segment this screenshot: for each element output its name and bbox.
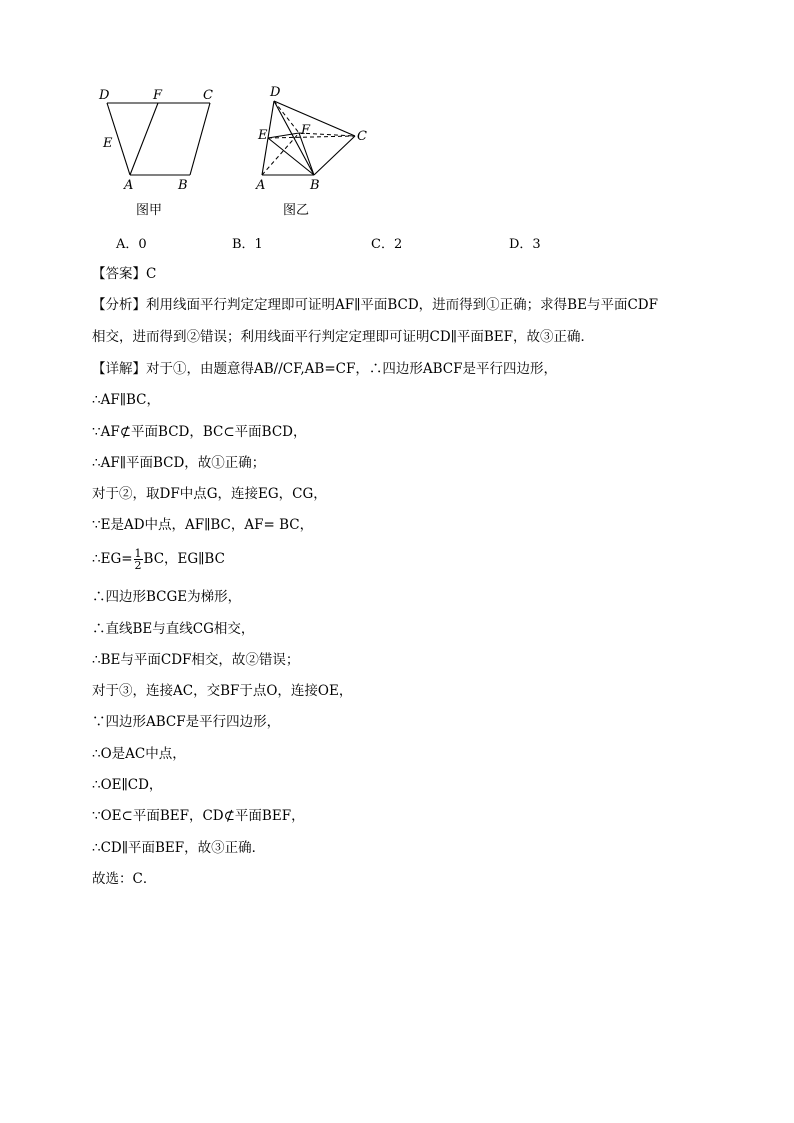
figure-yi (252, 84, 382, 198)
label-B: B (310, 178, 320, 193)
detail-line-8: ∴四边形BCGE为梯形， (92, 589, 242, 605)
figure-yi-drawing (252, 84, 382, 194)
option-b: B．1 (232, 237, 263, 252)
final-choice-line: 故选：C． (92, 871, 157, 887)
detail-line-12: ∵四边形ABCF是平行四边形， (92, 714, 281, 730)
label-E: E (103, 136, 113, 151)
detail-line-14: ∴OE∥CD， (92, 777, 163, 793)
label-D: D (99, 88, 110, 103)
label-A: A (256, 178, 266, 193)
detail-line-4: ∴AF∥平面BCD，故①正确； (92, 455, 266, 471)
figure-jia-caption: 图甲 (136, 203, 163, 218)
detail-line-2: ∴AF∥BC， (92, 392, 160, 408)
option-a: A．0 (116, 237, 147, 252)
detail-line-11: 对于③，连接AC，交BF于点O，连接OE， (92, 683, 353, 699)
option-c: C．2 (371, 237, 403, 252)
detail-line-1: 【详解】对于①，由题意得AB//CF,AB=CF，∴四边形ABCF是平行四边形， (92, 361, 557, 377)
detail-line-15: ∵OE⊂平面BEF，CD⊄平面BEF， (92, 808, 305, 824)
label-D: D (270, 85, 281, 100)
detail-line-16: ∴CD∥平面BEF，故③正确． (92, 840, 266, 856)
label-E: E (258, 128, 268, 143)
label-B: B (178, 178, 188, 193)
detail-line-eg (92, 545, 225, 573)
figure-jia-drawing (95, 84, 225, 194)
label-C: C (357, 129, 367, 144)
detail-line-9: ∴直线BE与直线CG相交， (92, 621, 255, 637)
eg-suffix: BC，EG∥BC (143, 551, 225, 567)
figure-yi-caption: 图乙 (283, 203, 310, 218)
analysis-line-2: 相交，进而得到②错误；利用线面平行判定定理即可证明CD∥平面BEF，故③正确． (92, 329, 595, 345)
fraction-denominator: 2 (134, 559, 142, 572)
detail-line-10: ∴BE与平面CDF相交，故②错误； (92, 652, 300, 668)
detail-line-5: 对于②，取DF中点G，连接EG，CG， (92, 486, 327, 502)
figure-jia (95, 84, 225, 198)
label-F: F (301, 123, 311, 138)
detail-line-3: ∵AF⊄平面BCD，BC⊂平面BCD， (92, 424, 307, 440)
label-F: F (153, 88, 163, 103)
option-d: D．3 (509, 237, 541, 252)
fraction-one-half (134, 548, 143, 571)
detail-line-13: ∴O是AC中点， (92, 746, 186, 762)
detail-line-6: ∵E是AD中点，AF∥BC，AF= BC， (92, 517, 314, 533)
fraction-numerator: 1 (134, 547, 142, 560)
eg-prefix: ∴EG= (92, 551, 133, 567)
label-A: A (124, 178, 134, 193)
label-C: C (203, 88, 213, 103)
answer-line: 【答案】C (92, 266, 157, 282)
analysis-line-1: 【分析】利用线面平行判定定理即可证明AF∥平面BCD，进而得到①正确；求得BE与平面CDF (92, 297, 658, 313)
